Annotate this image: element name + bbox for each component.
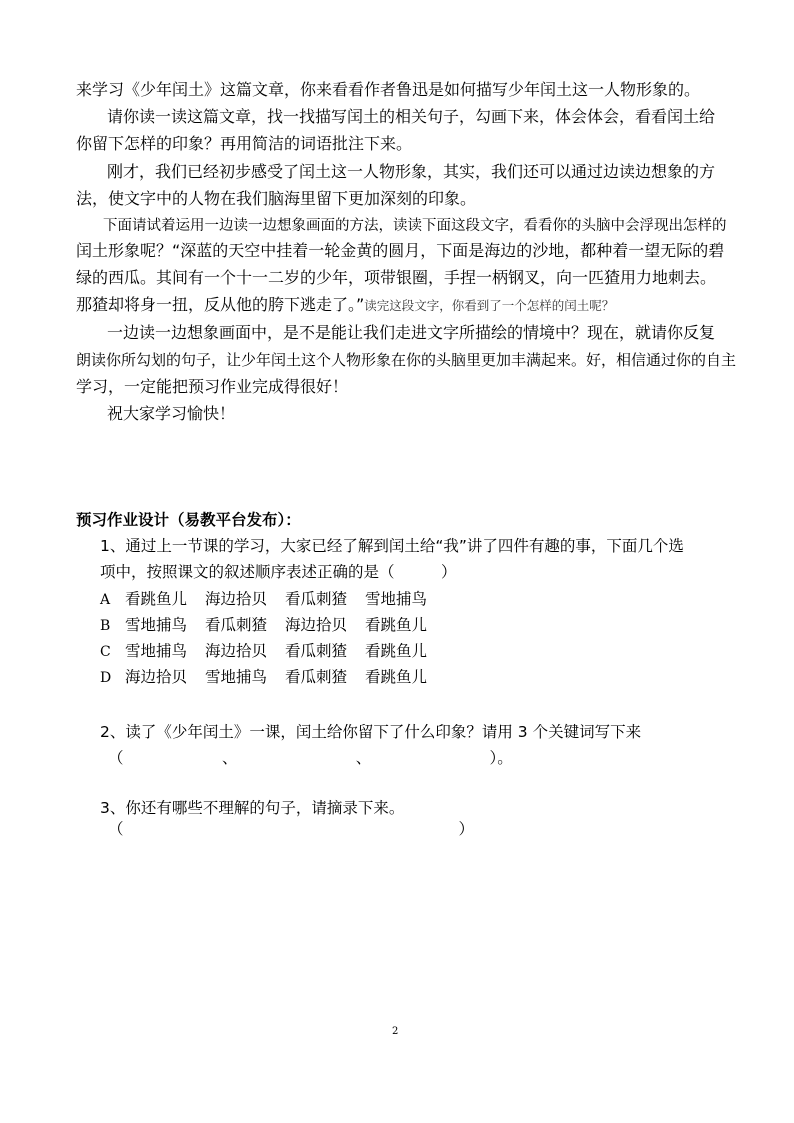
question-1-line-1: 1、通过上一节课的学习，大家已经了解到闰土给“我”讲了四件有趣的事，下面几个选	[100, 537, 684, 555]
intro-line-2: 请你读一读这篇文章，找一找描写闰土的相关句子，勾画下来，体会体会，看看闰土给	[107, 107, 716, 126]
option-item: 看瓜刺猹	[285, 642, 348, 660]
homework-heading: 预习作业设计（易教平台发布）：	[76, 511, 301, 529]
option-item: 看跳鱼儿	[365, 642, 428, 660]
question-3-answer-blank[interactable]: （ ）	[108, 820, 475, 838]
intro-line-9-main: 那猹却将身一扭，反从他的胯下逃走了。”	[76, 295, 365, 314]
intro-line-12: 学习，一定能把预习作业完成得很好！	[76, 377, 349, 396]
page-number: 2	[392, 1026, 399, 1037]
option-item: 看跳鱼儿	[365, 616, 428, 634]
intro-line-8: 绿的西瓜。其间有一个十一二岁的少年，项带银圈，手捏一柄钢叉，向一匹猹用力地刺去。	[76, 268, 717, 287]
intro-line-9-note: 读完这段文字，你看到了一个怎样的闰土呢？	[364, 298, 615, 313]
option-item: 看跳鱼儿	[365, 668, 428, 686]
option-item: 雪地捕鸟	[205, 668, 268, 686]
intro-line-5: 法，使文字中的人物在我们脑海里留下更加深刻的印象。	[76, 189, 477, 208]
intro-line-4: 刚才，我们已经初步感受了闰土这一人物形象，其实，我们还可以通过边读边想象的方	[107, 162, 716, 181]
intro-line-6: 下面请试着运用一边读一边想象画面的方法，读读下面这段文字，看看你的头脑中会浮现出怎样的	[103, 218, 727, 234]
intro-line-9	[76, 292, 614, 319]
option-item: 看瓜刺猹	[285, 668, 348, 686]
option-letter: B	[100, 618, 111, 634]
option-d[interactable]	[100, 665, 445, 690]
option-item: 雪地捕鸟	[365, 590, 428, 608]
question-2-answer-blank[interactable]: （ 、 、 ）。	[108, 749, 513, 767]
option-a[interactable]	[100, 587, 445, 612]
option-item: 海边拾贝	[205, 642, 268, 660]
question-3-prompt: 3、你还有哪些不理解的句子，请摘录下来。	[100, 799, 405, 817]
option-letter: A	[100, 592, 111, 608]
option-item: 看瓜刺猹	[285, 590, 348, 608]
option-item: 看瓜刺猹	[205, 616, 268, 634]
option-item: 雪地捕鸟	[125, 616, 188, 634]
option-b[interactable]	[100, 613, 445, 638]
option-item: 雪地捕鸟	[125, 642, 188, 660]
option-item: 海边拾贝	[285, 616, 348, 634]
intro-line-1: 来学习《少年闰土》这篇文章，你来看看作者鲁迅是如何描写少年闰土这一人物形象的。	[76, 80, 701, 99]
option-item: 看跳鱼儿	[125, 590, 188, 608]
intro-line-11: 朗读你所勾划的句子，让少年闰土这个人物形象在你的头脑里更加丰满起来。好，相信通过你的自主	[76, 351, 737, 369]
intro-line-3: 你留下怎样的印象？再用简洁的词语批注下来。	[76, 134, 413, 153]
option-letter: D	[100, 670, 112, 686]
intro-line-10: 一边读一边想象画面中，是不是能让我们走进文字所描绘的情境中？现在，就请你反复	[107, 323, 716, 342]
question-1-line-2: 项中，按照课文的叙述顺序表述正确的是（ ）	[100, 563, 457, 581]
option-item: 海边拾贝	[205, 590, 268, 608]
intro-line-7: 闰土形象呢？“深蓝的天空中挂着一轮金黄的圆月，下面是海边的沙地，都种着一望无际的碧	[76, 241, 725, 260]
option-c[interactable]	[100, 639, 445, 664]
closing-wish: 祝大家学习愉快！	[107, 404, 236, 423]
question-2-prompt: 2、读了《少年闰土》一课，闰土给你留下了什么印象？请用 3 个关键词写下来	[100, 723, 642, 741]
option-item: 海边拾贝	[125, 668, 188, 686]
option-letter: C	[100, 644, 111, 660]
